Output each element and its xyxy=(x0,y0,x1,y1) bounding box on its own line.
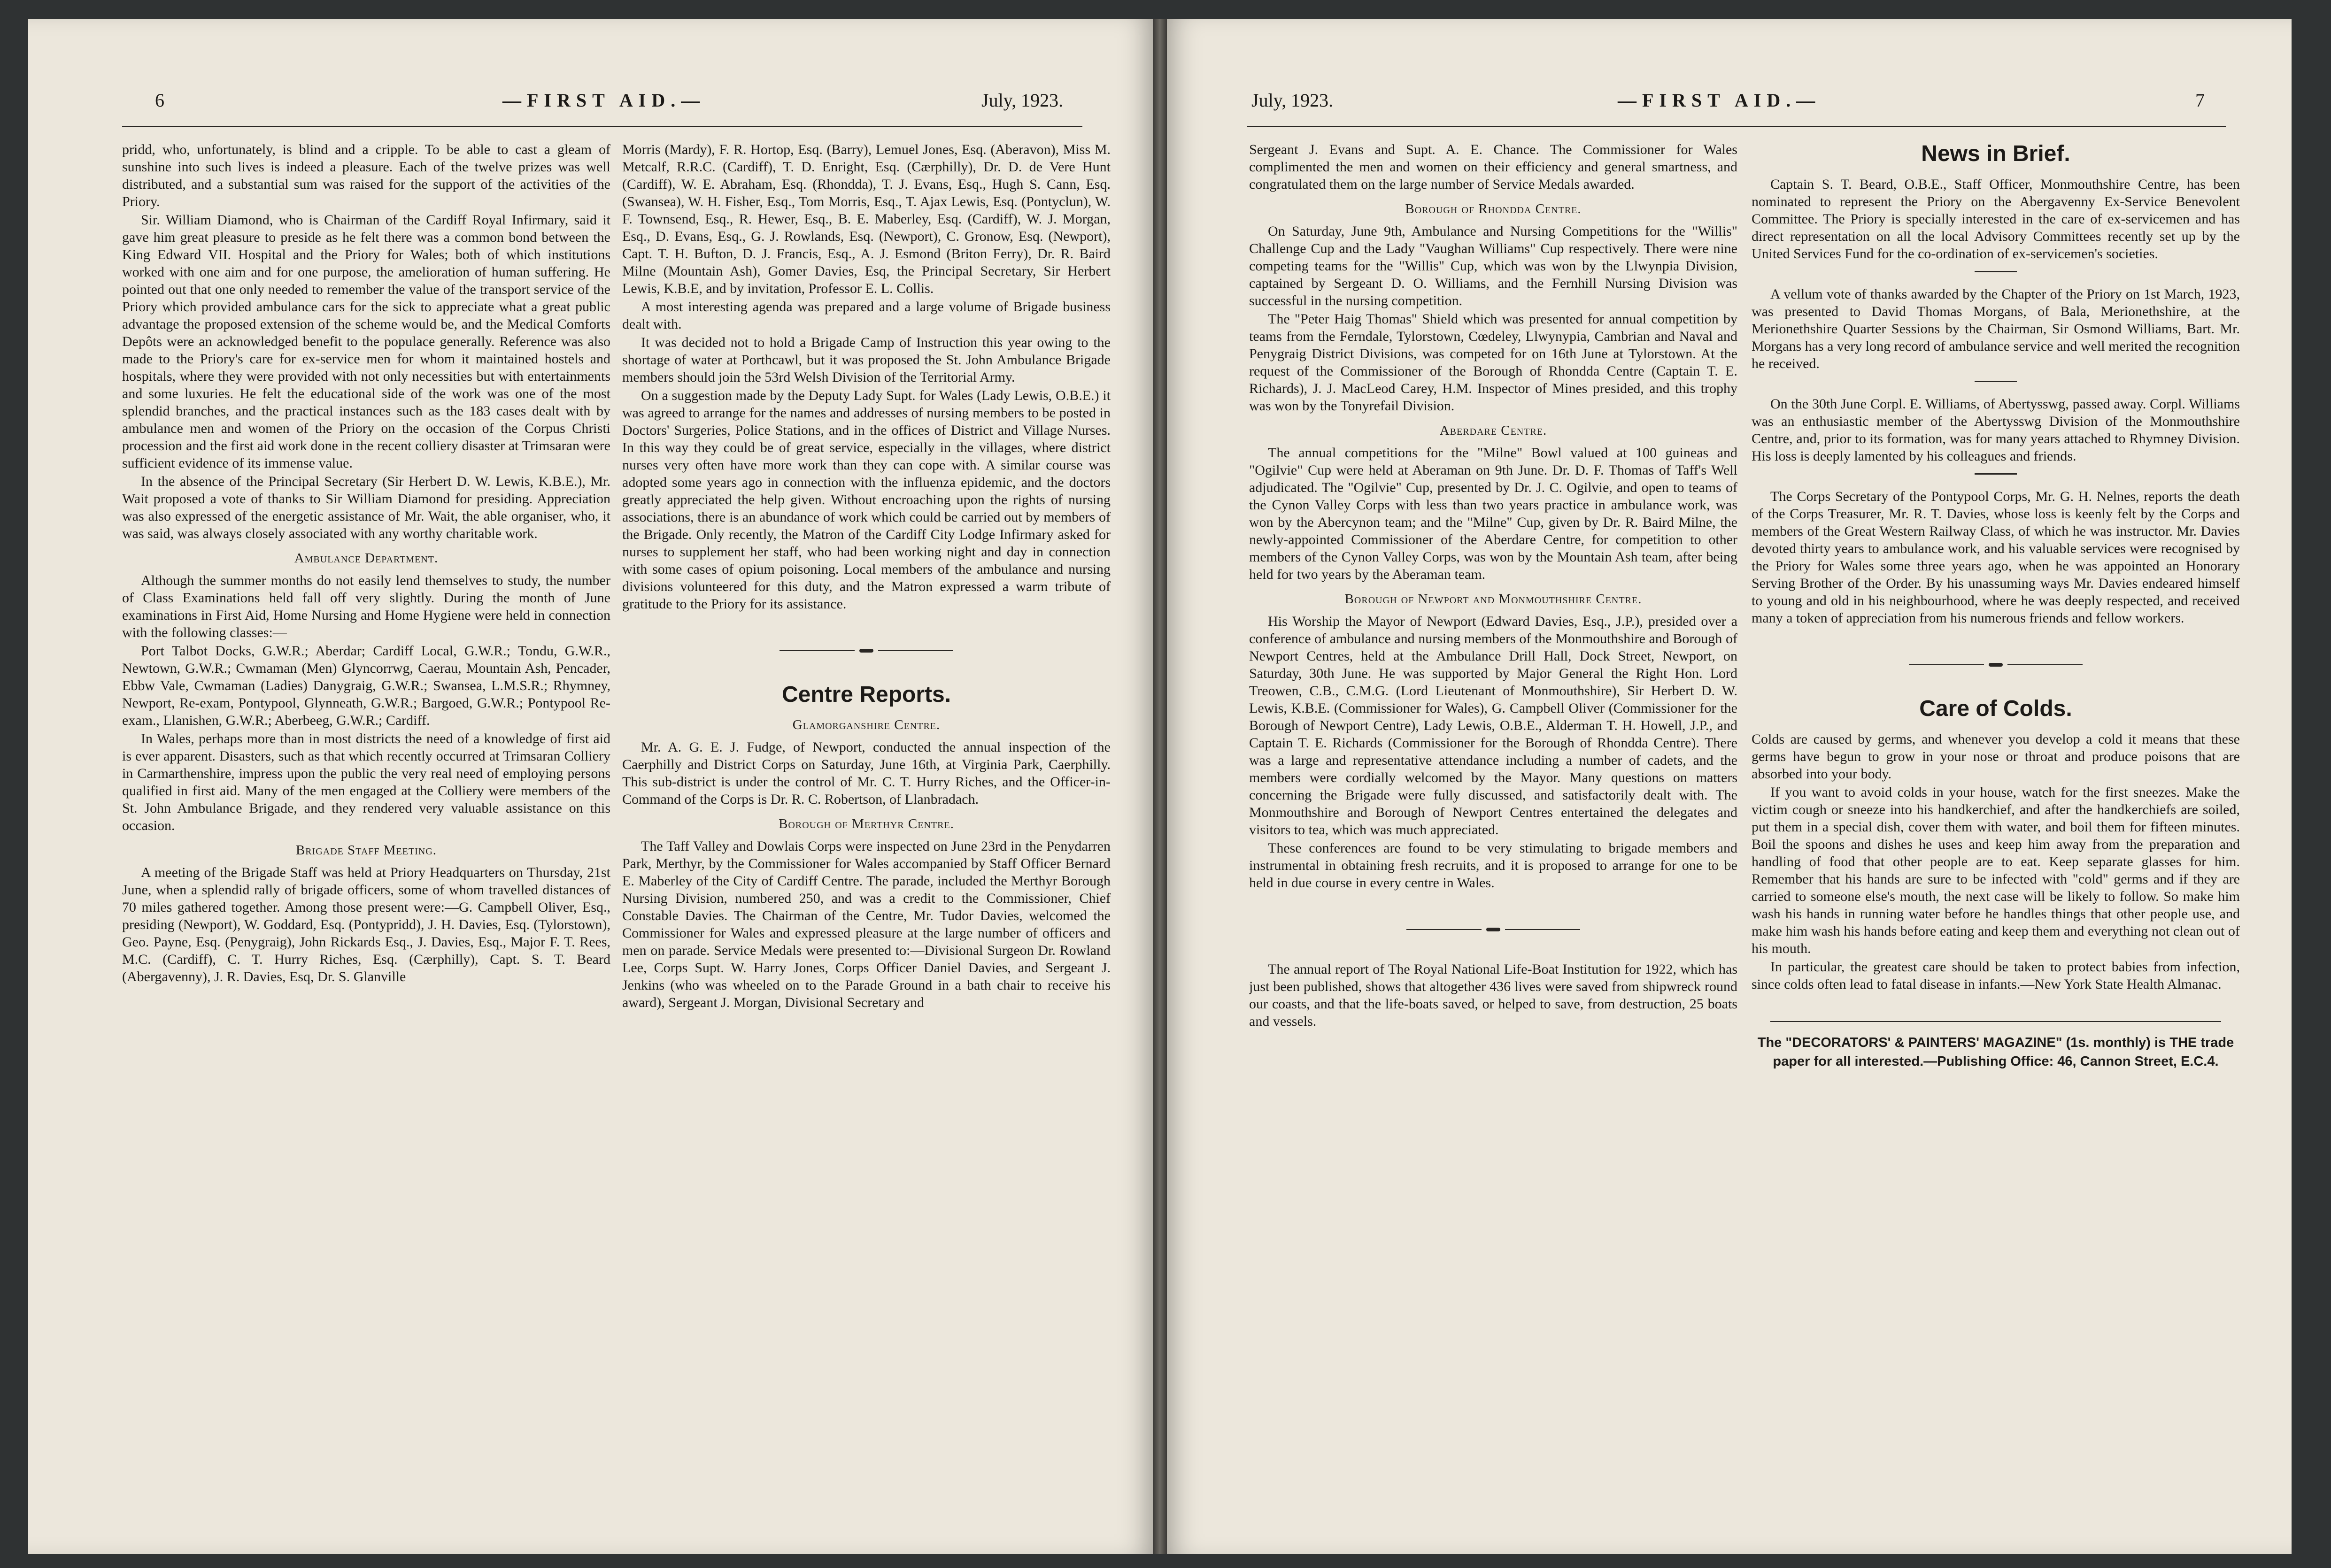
issue-date: July, 1923. xyxy=(981,90,1064,111)
section-title: Centre Reports. xyxy=(781,682,951,707)
section-title: Care of Colds. xyxy=(1919,696,2072,721)
section-heading: Ambulance Department. xyxy=(294,551,439,566)
paragraph: The "Peter Haig Thomas" Shield which was presented for annual competition by teams from the Ferndale, Tylorstown, Cœdeley, Llwynypia, Cambrian and Naval and Penygraig District Divisions, was competed for on 16th June at Tylorstown. At the request of the Commissioner of the Borough of Rhondda Centre (Captain T. E. Richards), J. J. MacLeod Carey, H.M. Inspector of Mines presided, and this trophy was won by the Tonyrefail Division. xyxy=(1249,311,1737,414)
journal-title: —FIRST AID.— xyxy=(502,90,706,111)
paragraph: It was decided not to hold a Brigade Camp of Instruction this year owing to the shortage of water at Porthcawl, but it was proposed the St. John Ambulance Brigade members should join the 53rd Welsh Division of the Territorial Army. xyxy=(622,335,1111,385)
section-heading: Borough of Rhondda Centre. xyxy=(1405,201,1582,216)
paragraph: A vellum vote of thanks awarded by the Chapter of the Priory on 1st March, 1923, was presented to David Thomas Morgans, of Bala, Merionethshire, at the Merionethshire Quarter Sessions by the Chairman, Sir Osmond Williams, Bart. Mr. Morgans has a very long record of ambulance service and well merited the recognition he received. xyxy=(1752,286,2240,371)
section-heading: Borough of Merthyr Centre. xyxy=(779,816,954,831)
paragraph: On a suggestion made by the Deputy Lady Supt. for Wales (Lady Lewis, O.B.E.) it was agreed to arrange for the names and addresses of nursing members to be posted in Doctors' Surgeries, Police Stations, and in the offices of District and Village Nurses. In this way they could be of great service, especially in the villages, where district nurses very often have more work than they can cope with. A similar course was adopted some years ago in connection with the influenza epidemic, and the doctors greatly appreciated the help given. Without encroaching upon the rights of nursing associations, there is an abundance of work which could be carried out by members of the Brigade. Only recently, the Matron of the Cardiff City Lodge Infirmary asked for nurses to supplement her staff, who had been working night and day in connection with some cases of opium poisoning. Local members of the ambulance and nursing divisions volunteered for this duty, and the Matron expressed a warm tribute of gratitude to the Priory for its assistance. xyxy=(622,388,1111,612)
paragraph: Port Talbot Docks, G.W.R.; Aberdar; Cardiff Local, G.W.R.; Tondu, G.W.R., Newtown, G.W.R.; Cwmaman (Men) Glyncorrwg, Caerau, Mountain Ash, Pencader, Ebbw Vale, Cwmaman (Ladies) Danygraig, G.W.R.; Swansea, L.M.S.R.; Rhymney, Newport, Re-exam, Pontypool, Glynneath, G.W.R.; Bargoed, G.W.R.; Pontypool Re-exam., Llanishen, G.W.R.; Aberbeeg, G.W.R.; Cardiff. xyxy=(122,643,610,728)
right-running-head xyxy=(1251,89,2235,117)
paragraph: Morris (Mardy), F. R. Hortop, Esq. (Barry), Lemuel Jones, Esq. (Aberavon), Miss M. Metcalf, R.R.C. (Cardiff), T. D. Enright, Esq. (Cærphilly), Dr. D. de Vere Hunt (Cardiff), W. E. Abraham, Esq. (Rhondda), T. J. Evans, Esq., Hugh S. Cann, Esq. (Swansea), W. H. Fisher, Esq., Tom Morris, Esq., T. Ajax Lewis, Esq. (Pontyclun), W. F. Townsend, Esq., R. Hewer, Esq., B. E. Maberley, Esq. (Cardiff), W. J. Morgan, Esq., D. Evans, Esq., G. J. Rowlands, Esq. (Newport), C. Gronow, Esq. (Newport), Capt. T. H. Bufton, D. J. Francis, Esq., A. J. Esmond (Briton Ferry), Dr. R. Baird Milne (Mountain Ash), Gomer Davies, Esq, the Principal Secretary, Sir Herbert Lewis, K.B.E, and by invitation, Professor E. L. Collis. xyxy=(622,142,1111,296)
header-rule xyxy=(1247,126,2226,127)
paragraph: His Worship the Mayor of Newport (Edward Davies, Esq., J.P.), presided over a conference of ambulance and nursing members of the Monmouthshire and Borough of Newport Centres, held at the Ambulance Drill Hall, Dock Street, Newport, on Saturday, 30th June. He was supported by Major General the Right Hon. Lord Treowen, C.B., C.M.G. (Lord Lieutenant of Monmouthshire), Sir Herbert D. W. Lewis, K.B.E. (Commissioner for Wales), G. Campbell Oliver (Commissioner for the Borough of Newport Centre), Lady Lewis, O.B.E., Alderman T. H. Howell, J.P., and Captain T. E. Richards (Commissioner for the Borough of Rhondda Centre). There was a large and representative attendance including a number of cadets, and the members were cordially welcomed by the Mayor. Many questions on matters concerning the Brigade were fully discussed, and satisfactorily dealt with. The Monmouthshire and Borough of Newport Centres entertained the delegates and visitors to tea, which was much appreciated. xyxy=(1249,614,1737,838)
paragraph: The annual report of The Royal National Life-Boat Institution for 1922, which has just been published, shows that altogether 436 lives were saved from shipwreck round our coasts, and that the life-boats saved, or helped to save, from destruction, 25 boats and vessels. xyxy=(1249,961,1737,1029)
right-page xyxy=(1167,19,2292,1554)
short-rule xyxy=(1975,381,2017,382)
left-running-head xyxy=(127,89,1096,117)
page-number: 7 xyxy=(2195,90,2205,111)
section-title: News in Brief. xyxy=(1921,141,2070,166)
page-number: 6 xyxy=(155,90,164,111)
journal-title: —FIRST AID.— xyxy=(1618,90,1821,111)
paragraph: Captain S. T. Beard, O.B.E., Staff Officer, Monmouthshire Centre, has been nominated to represent the Priory on the Abergavenny Ex-Service Benevolent Committee. The Priory is specially interested in the care of ex-servicemen and has direct representation on all the local Advisory Committees recently set up by the United Services Fund for the co-ordination of ex-servicemen's societies. xyxy=(1752,177,2240,261)
paragraph: In Wales, perhaps more than in most districts the need of a knowledge of first aid is ever apparent. Disasters, such as that which recently occurred at Trimsaran Colliery in Carmarthenshire, impress upon the public the very real need of employing persons qualified in first aid. Many of the men engaged at the Colliery were members of the St. John Ambulance Brigade, and they rendered very valuable assistance on this occasion. xyxy=(122,731,610,833)
issue-date: July, 1923. xyxy=(1251,90,1334,111)
paragraph: The Taff Valley and Dowlais Corps were inspected on June 23rd in the Penydarren Park, Merthyr, by the Commissioner for Wales accompanied by Staff Officer Bernard E. Maberley of the City of Cardiff Centre. The parade, included the Merthyr Borough Nursing Division, numbered 250, and was a credit to the Commissioner, Chief Constable Davies. The Chairman of the Centre, Mr. Tudor Davies, welcomed the Commissioner for Wales and expressed pleasure at the large number of officers and men on parade. Service Medals were presented to:—Divisional Surgeon Dr. Rowland Lee, Corps Supt. W. Harry Jones, Corps Officer Daniel Davies, and Sergeant J. Jenkins (who was wheeled on to the Parade Ground in a bath chair to receive his award), Sergeant J. Morgan, Divisional Secretary and xyxy=(622,838,1111,1010)
book-spine xyxy=(1153,19,1167,1554)
section-heading: Borough of Newport and Monmouthshire Centre. xyxy=(1344,592,1642,607)
right-column-2 xyxy=(1752,141,2240,1498)
paragraph: In the absence of the Principal Secretary (Sir Herbert D. W. Lewis, K.B.E.), Mr. Wait proposed a vote of thanks to Sir William Diamond for presiding. Appreciation was also expressed of the energetic assistance of Mr. Wait, the able organiser, who, it was said, was always closely associated with any worthy charitable work. xyxy=(122,474,610,541)
paragraph: On Saturday, June 9th, Ambulance and Nursing Competitions for the "Willis" Challenge Cup and the Lady "Vaughan Williams" Cup respectively. There were nine competing teams for the "Willis" Cup, which was won by the Llwynpia Division, captained by Sergeant D. O. Williams, and the Fernhill Nursing Division was successful in the nursing competition. xyxy=(1249,223,1737,308)
paragraph: The Corps Secretary of the Pontypool Corps, Mr. G. H. Nelnes, reports the death of the Corps Treasurer, Mr. R. T. Davies, whose loss is keenly felt by the Corps and members of the Great Western Railway Class, of which he was instructor. Mr. Davies devoted thirty years to ambulance work, and his valuable services were recognised by the Priory for Wales some three years ago, when he was appointed an Honorary Serving Brother of the Order. By his unassuming ways Mr. Davies endeared himself to young and old in his neighbourhood, where he was deeply respected, and received many a token of appreciation from his numerous friends and fellow workers. xyxy=(1752,489,2240,626)
section-heading: Brigade Staff Meeting. xyxy=(295,843,437,858)
paragraph: Sergeant J. Evans and Supt. A. E. Chance. The Commissioner for Wales complimented the men and women on their efficiency and general smartness, and congratulated them on the large number of Service Medals awarded. xyxy=(1249,142,1737,192)
ornament-divider xyxy=(1249,920,1737,937)
paragraph: Colds are caused by germs, and whenever you develop a cold it means that these germs have begun to grow in your nose or throat and produce poisons that are absorbed into your body. xyxy=(1752,731,2240,782)
advertisement: The "DECORATORS' & PAINTERS' MAGAZINE" (1s. monthly) is THE trade paper for all interested.—Publishing Office: 46, Cannon Street, E.C.4. xyxy=(1757,1035,2234,1069)
paragraph: A meeting of the Brigade Staff was held at Priory Headquarters on Thursday, 21st June, when a splendid rally of brigade officers, some of whom travelled distances of 70 miles gathered together. Among those present were:—G. Campbell Oliver, Esq., presiding (Newport), W. Goddard, Esq. (Pontypridd), J. H. Davies, Esq. (Tylorstown), Geo. Payne, Esq. (Penygraig), John Rickards Esq., J. Davies, Esq., Major F. T. Rees, M.C. (Cardiff), C. T. Hurry Riches, Esq. (Cærphilly), Capt. S. T. Beard (Abergavenny), J. R. Davies, Esq, Dr. S. Glanville xyxy=(122,865,610,984)
paragraph: The annual competitions for the "Milne" Bowl valued at 100 guineas and "Ogilvie" Cup were held at Aberaman on 9th June. Dr. D. F. Thomas of Taff's Well adjudicated. The "Ogilvie" Cup, presented by Dr. J. C. Ogilvie, and open to teams of the Cynon Valley Corps with less than two years practice in ambulance work, was won by the Abercynon team; and the "Milne" Cup, given by Dr. R. Baird Milne, the newly-appointed Commissioner of the Aberdare Centre, for competition to other members of the Cynon Valley Corps, was won by the Mountain Ash team, after being held for two years by the Aberaman team. xyxy=(1249,445,1737,582)
paragraph: If you want to avoid colds in your house, watch for the first sneezes. Make the victim cough or sneeze into his handkerchief, and after the handkerchiefs are soiled, put them in a special dish, cover them with water, and boil them for fifteen minutes. Boil the spoons and dishes he uses and keep him away from the preparation and handling of food that other people are to eat. Keep separate glasses for him. Remember that his hands are sure to be infected with "cold" germs and if they are carried to someone else's mouth, the next case will be likely to follow. So make him wash his hands in running water before he handles things that other people use, and make him wash his hands before eating and keep them and everything not clean out of his mouth. xyxy=(1752,784,2240,956)
header-rule xyxy=(122,126,1082,127)
paragraph: In particular, the greatest care should be taken to protect babies from infection, since colds often lead to fatal disease in infants.—New York State Health Almanac. xyxy=(1752,959,2240,992)
section-heading: Glamorganshire Centre. xyxy=(792,717,941,732)
right-column-1 xyxy=(1249,141,1737,1498)
ornament-divider xyxy=(622,641,1111,658)
paragraph: On the 30th June Corpl. E. Williams, of Abertysswg, passed away. Corpl. Williams was an enthusiastic member of the Abertysswg Division of the Monmouthshire Centre, and, prior to its formation, was for many years attached to Rhymney Division. His loss is deeply lamented by his colleagues and friends. xyxy=(1752,396,2240,464)
short-rule xyxy=(1975,473,2017,475)
short-rule xyxy=(1975,271,2017,272)
left-page xyxy=(28,19,1153,1554)
advert-rule xyxy=(1770,1021,2221,1022)
paragraph: Mr. A. G. E. J. Fudge, of Newport, conducted the annual inspection of the Caerphilly and District Corps on Saturday, June 16th, at Virginia Park, Caerphilly. This sub-district is under the control of Mr. C. T. Hurry Riches, and the Officer-in-Command of the Corps is Dr. R. C. Robertson, of Llanbradach. xyxy=(622,739,1111,807)
left-column-1 xyxy=(122,141,610,1498)
paragraph: pridd, who, unfortunately, is blind and a cripple. To be able to cast a gleam of sunshine into such lives is indeed a pleasure. Each of the twelve prizes was well distributed, and a substantial sum was raised for the support of the activities of the Priory. xyxy=(122,142,610,209)
section-heading: Aberdare Centre. xyxy=(1439,423,1547,438)
left-column-2 xyxy=(622,141,1111,1498)
paragraph: Sir. William Diamond, who is Chairman of the Cardiff Royal Infirmary, said it gave him great pleasure to preside as he felt there was a common bond between the King Edward VII. Hospital and the Priory for Wales; both of which institutions worked with one aim and for one purpose, the amelioration of human suffering. He pointed out that one only needed to remember the value of the transport service of the Priory which provided ambulance cars for the sick to appreciate what a great public advantage the proposed extension of the scheme would be, and the Medical Comforts Depôts were an acknowledged benefit to the populace generally. Reference was also made to the Priory's care for ex-service men for whom it maintained hostels and hospitals, where they were provided with not only necessities but with entertainments and some luxuries. He felt the educational side of the work was one of the most splendid branches, and the practical instances such as the 183 cases dealt with by ambulance men and women of the Priory on the occasion of the Corpus Christi procession and the first aid work done in the recent colliery disaster at Trimsaran were sufficient evidence of its immense value. xyxy=(122,212,610,471)
paragraph: These conferences are found to be very stimulating to brigade members and instrumental in obtaining fresh recruits, and it is proposed to arrange for one to be held in due course in every centre in Wales. xyxy=(1249,840,1737,891)
ornament-divider xyxy=(1752,655,2240,672)
paragraph: Although the summer months do not easily lend themselves to study, the number of Class Examinations held fall off very slightly. During the month of June examinations in First Aid, Home Nursing and Home Hygiene were held in connection with the following classes:— xyxy=(122,573,610,640)
paragraph: A most interesting agenda was prepared and a large volume of Brigade business dealt with. xyxy=(622,299,1111,332)
